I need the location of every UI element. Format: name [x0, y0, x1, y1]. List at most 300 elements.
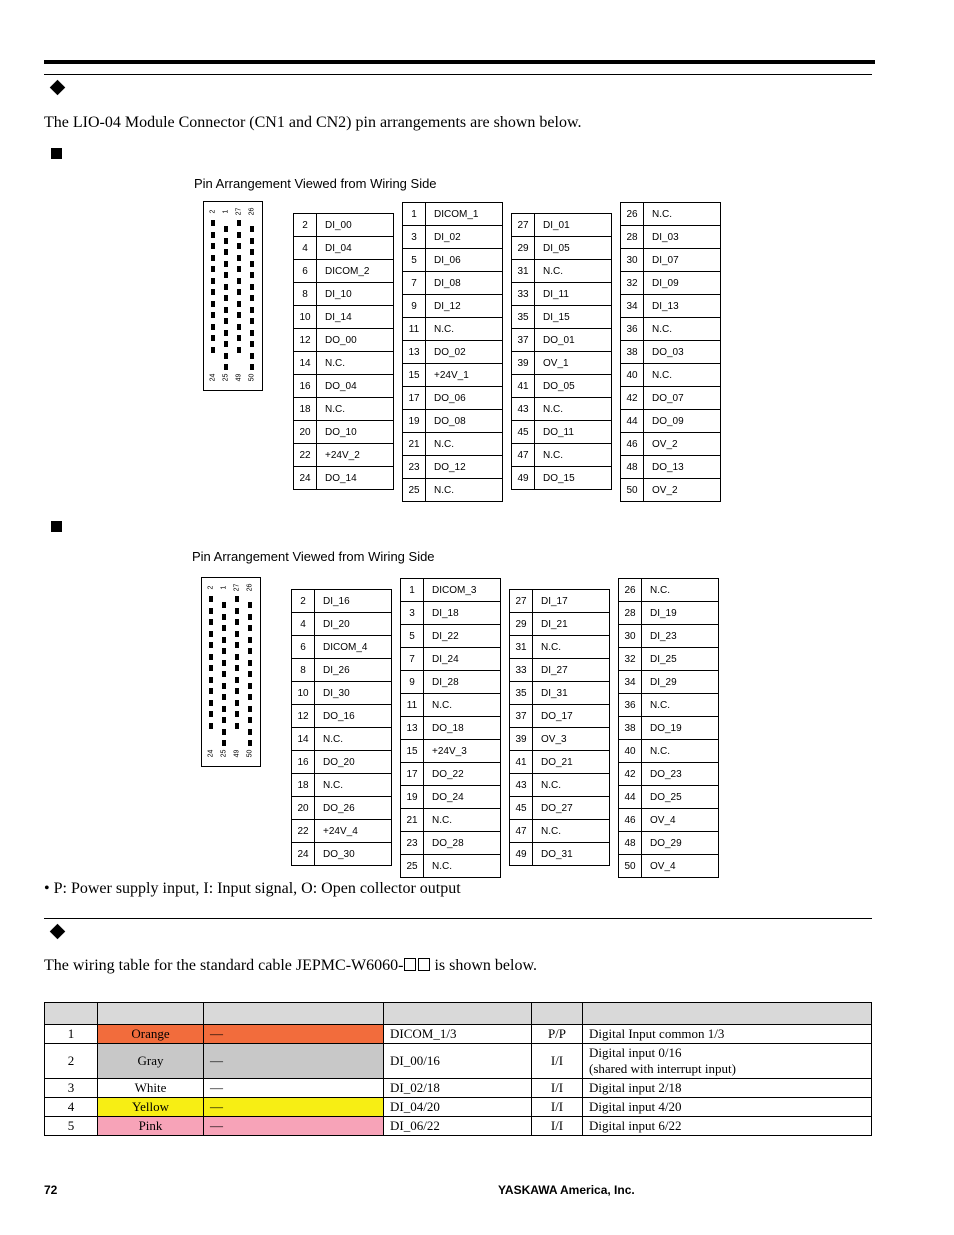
connector-pin [222, 683, 226, 689]
cn2-pin-row [292, 659, 392, 682]
pin-number: 44 [619, 786, 642, 809]
pin-signal: N.C. [424, 855, 501, 878]
cn1-pin-row [294, 329, 394, 352]
pin-signal: DI_17 [533, 590, 610, 613]
pin-signal: DI_31 [533, 682, 610, 705]
pin-signal: DI_05 [535, 237, 612, 260]
pin-number: 20 [292, 797, 315, 820]
wire-io: I/I [532, 1098, 583, 1117]
cn1-pin-row [512, 214, 612, 237]
pin-number: 1 [403, 203, 426, 226]
cn2-pin-row [292, 843, 392, 866]
pin-signal: OV_2 [644, 433, 721, 456]
pin-signal: DI_21 [533, 613, 610, 636]
cn1-pin-row [512, 467, 612, 490]
cn2-pin-row [292, 636, 392, 659]
cn1-pin-row [621, 295, 721, 318]
pin-signal: DO_03 [644, 341, 721, 364]
connector-pin-label: 24 [209, 373, 217, 382]
pin-number: 48 [619, 832, 642, 855]
pin-signal: DI_24 [424, 648, 501, 671]
cn1-pin-row [512, 421, 612, 444]
pin-number: 28 [621, 226, 644, 249]
wire-mark: — [204, 1098, 384, 1117]
pin-signal: DO_08 [426, 410, 503, 433]
pin-signal: DO_01 [535, 329, 612, 352]
pin-signal: N.C. [315, 774, 392, 797]
connector-pin [250, 295, 254, 301]
cn2-pin-row [292, 797, 392, 820]
wiring-intro-prefix: The wiring table for the standard cable JEPMC-W6060- [44, 957, 404, 974]
connector-pin-label: 24 [207, 749, 215, 758]
pin-signal: OV_4 [642, 855, 719, 878]
pin-signal: DI_25 [642, 648, 719, 671]
cn1-pin-row [621, 456, 721, 479]
pin-signal: DI_28 [424, 671, 501, 694]
pin-number: 12 [292, 705, 315, 728]
pin-signal: DO_13 [644, 456, 721, 479]
pin-number: 17 [403, 387, 426, 410]
pin-number: 13 [403, 341, 426, 364]
pin-number: 41 [512, 375, 535, 398]
wire-color: Orange [98, 1025, 204, 1044]
pin-number: 23 [403, 456, 426, 479]
cn2-pin-row [619, 832, 719, 855]
wire-io: I/I [532, 1117, 583, 1136]
pin-signal: N.C. [642, 694, 719, 717]
cn1-pin-row [294, 283, 394, 306]
wire-io: P/P [532, 1025, 583, 1044]
connector-pin [235, 688, 239, 694]
pin-number: 8 [292, 659, 315, 682]
pin-signal: DO_20 [315, 751, 392, 774]
pin-number: 33 [512, 283, 535, 306]
pin-number: 39 [512, 352, 535, 375]
cn2-pin-row [510, 590, 610, 613]
cn2-pin-row [401, 579, 501, 602]
connector-pin [248, 740, 252, 746]
pin-number: 24 [292, 843, 315, 866]
pin-signal: N.C. [533, 636, 610, 659]
pin-signal: N.C. [535, 260, 612, 283]
pin-number: 29 [512, 237, 535, 260]
connector-pin [250, 226, 254, 232]
pin-number: 19 [401, 786, 424, 809]
cn2-pin-row [401, 763, 501, 786]
pin-signal: DO_18 [424, 717, 501, 740]
cn2-pin-row [292, 590, 392, 613]
connector-pin [209, 700, 213, 706]
wire-mark: — [204, 1117, 384, 1136]
section-rule [44, 74, 872, 75]
connector-pin [222, 717, 226, 723]
cn1-pin-row [621, 387, 721, 410]
pin-number: 16 [294, 375, 317, 398]
pin-number: 14 [294, 352, 317, 375]
connector-pin-label: 26 [248, 207, 256, 216]
pin-signal: DI_15 [535, 306, 612, 329]
wire-description: Digital input 2/18 [583, 1079, 872, 1098]
cn2-pin-row [510, 636, 610, 659]
pin-signal: DO_00 [317, 329, 394, 352]
connector-pin [211, 335, 215, 341]
pin-signal: DI_00 [317, 214, 394, 237]
pin-number: 48 [621, 456, 644, 479]
pin-signal: DI_13 [644, 295, 721, 318]
pin-signal: N.C. [424, 694, 501, 717]
pin-number: 30 [619, 625, 642, 648]
connector-pin [211, 347, 215, 353]
connector-pin [209, 654, 213, 660]
cn1-pin-row [294, 421, 394, 444]
cn1-pin-row [294, 237, 394, 260]
cn1-pin-row [512, 352, 612, 375]
pin-signal: DI_07 [644, 249, 721, 272]
cn1-pin-row [621, 249, 721, 272]
wire-mark: — [204, 1079, 384, 1098]
pin-number: 4 [294, 237, 317, 260]
pin-signal: DO_04 [317, 375, 394, 398]
pin-signal: N.C. [317, 352, 394, 375]
pin-signal: +24V_1 [426, 364, 503, 387]
pin-number: 44 [621, 410, 644, 433]
cn2-pin-row [510, 843, 610, 866]
cn1-pin-row [621, 410, 721, 433]
pin-number: 15 [401, 740, 424, 763]
pin-number: 49 [510, 843, 533, 866]
cn2-pin-row [510, 820, 610, 843]
connector-pin [209, 608, 213, 614]
pin-number: 27 [512, 214, 535, 237]
cn1-pin-row [403, 456, 503, 479]
wire-signal: DI_02/18 [384, 1079, 532, 1098]
pin-signal: DO_23 [642, 763, 719, 786]
wire-color: Yellow [98, 1098, 204, 1117]
connector-pin [248, 706, 252, 712]
connector-pin [209, 642, 213, 648]
pin-signal: DO_06 [426, 387, 503, 410]
cn1-pin-row [512, 375, 612, 398]
pin-number: 4 [292, 613, 315, 636]
wiring-table-header [45, 1003, 872, 1025]
wiring-row [45, 1098, 872, 1117]
cn2-pin-row [510, 613, 610, 636]
connector-pin [224, 272, 228, 278]
cn2-pin-table-col3 [509, 589, 610, 866]
pin-number: 18 [292, 774, 315, 797]
pin-signal: DI_18 [424, 602, 501, 625]
pin-number: 22 [292, 820, 315, 843]
cn1-square-icon [51, 148, 62, 159]
pin-signal: DI_03 [644, 226, 721, 249]
connector-pin-label: 1 [222, 209, 230, 214]
pin-number: 23 [401, 832, 424, 855]
pin-signal: DO_25 [642, 786, 719, 809]
pin-number: 25 [401, 855, 424, 878]
wire-signal: DI_04/20 [384, 1098, 532, 1117]
pin-number: 39 [510, 728, 533, 751]
pin-number: 11 [401, 694, 424, 717]
pin-number: 13 [401, 717, 424, 740]
connector-pin [235, 711, 239, 717]
wiring-header-cell [204, 1003, 384, 1025]
connector-pin [222, 694, 226, 700]
connector-pin [224, 353, 228, 359]
connector-pin [250, 249, 254, 255]
cn2-pin-table-col2 [400, 578, 501, 878]
pin-signal: OV_3 [533, 728, 610, 751]
cn1-pin-row [621, 341, 721, 364]
wire-signal: DI_00/16 [384, 1044, 532, 1079]
cn1-pin-row [512, 283, 612, 306]
connector-pin [224, 364, 228, 370]
pin-signal: +24V_3 [424, 740, 501, 763]
pin-signal: DI_12 [426, 295, 503, 318]
pin-number: 42 [621, 387, 644, 410]
pin-number: 32 [619, 648, 642, 671]
pin-signal: OV_4 [642, 809, 719, 832]
cn1-pin-row [294, 352, 394, 375]
pin-signal: DI_01 [535, 214, 612, 237]
cn1-pin-row [512, 444, 612, 467]
connector-pin-label: 2 [207, 585, 215, 590]
cn1-pin-row [403, 203, 503, 226]
cn1-pin-row [512, 237, 612, 260]
connector-pin [248, 602, 252, 608]
pin-number: 21 [401, 809, 424, 832]
cn1-pin-row [621, 272, 721, 295]
connector-pin [235, 700, 239, 706]
cn1-pin-row [294, 214, 394, 237]
pin-signal: DICOM_4 [315, 636, 392, 659]
pin-number: 30 [621, 249, 644, 272]
intro-text: The LIO-04 Module Connector (CN1 and CN2) pin arrangements are shown below. [44, 114, 582, 131]
cn2-pin-row [292, 751, 392, 774]
pin-number: 2 [294, 214, 317, 237]
pin-signal: DO_17 [533, 705, 610, 728]
connector-pin [248, 694, 252, 700]
connector-pin [237, 335, 241, 341]
pin-signal: DI_11 [535, 283, 612, 306]
pin-number: 18 [294, 398, 317, 421]
pin-number: 47 [510, 820, 533, 843]
wiring-header-cell [384, 1003, 532, 1025]
wiring-no: 5 [45, 1117, 98, 1136]
cn2-pin-row [292, 774, 392, 797]
pin-signal: N.C. [317, 398, 394, 421]
pin-number: 2 [292, 590, 315, 613]
wiring-header-cell [532, 1003, 583, 1025]
pin-signal: OV_1 [535, 352, 612, 375]
connector-pin [250, 284, 254, 290]
connector-pin [209, 665, 213, 671]
connector-pin [211, 243, 215, 249]
wiring-row [45, 1117, 872, 1136]
pin-number: 34 [621, 295, 644, 318]
pin-number: 26 [621, 203, 644, 226]
pin-number: 37 [510, 705, 533, 728]
connector-pin [224, 295, 228, 301]
pin-number: 36 [621, 318, 644, 341]
pin-signal: DO_27 [533, 797, 610, 820]
cn2-pin-row [619, 763, 719, 786]
cn1-pin-row [403, 410, 503, 433]
connector-pin [237, 243, 241, 249]
pin-number: 37 [512, 329, 535, 352]
pin-signal: DO_29 [642, 832, 719, 855]
pin-number: 8 [294, 283, 317, 306]
pin-signal: DO_05 [535, 375, 612, 398]
wire-color: White [98, 1079, 204, 1098]
wire-color: Gray [98, 1044, 204, 1079]
wire-signal: DI_06/22 [384, 1117, 532, 1136]
pin-number: 43 [512, 398, 535, 421]
pin-signal: DO_30 [315, 843, 392, 866]
connector-pin [248, 637, 252, 643]
pin-signal: DO_19 [642, 717, 719, 740]
pin-number: 25 [403, 479, 426, 502]
cn2-pin-row [619, 855, 719, 878]
pin-number: 19 [403, 410, 426, 433]
connector-pin [250, 307, 254, 313]
pin-number: 46 [619, 809, 642, 832]
pin-signal: DO_28 [424, 832, 501, 855]
cn2-pin-row [292, 682, 392, 705]
pin-number: 31 [512, 260, 535, 283]
pin-signal: N.C. [426, 479, 503, 502]
cn2-pin-row [510, 682, 610, 705]
connector-pin [250, 330, 254, 336]
pin-signal: DO_02 [426, 341, 503, 364]
cn2-pin-row [619, 717, 719, 740]
connector-pin [209, 688, 213, 694]
cn1-pin-table-col2 [402, 202, 503, 502]
pin-signal: DI_06 [426, 249, 503, 272]
pin-number: 46 [621, 433, 644, 456]
pin-number: 29 [510, 613, 533, 636]
pin-signal: OV_2 [644, 479, 721, 502]
cn1-pin-row [403, 318, 503, 341]
connector-pin [237, 301, 241, 307]
pin-number: 20 [294, 421, 317, 444]
pin-signal: DO_26 [315, 797, 392, 820]
footer-company: YASKAWA America, Inc. [498, 1183, 635, 1197]
connector-pin [222, 602, 226, 608]
cn1-pin-table-col3 [511, 213, 612, 490]
wire-io: I/I [532, 1044, 583, 1079]
connector-pin [222, 671, 226, 677]
pin-signal: DI_04 [317, 237, 394, 260]
connector-pin [248, 717, 252, 723]
connector-pin [250, 272, 254, 278]
cn1-pin-row [512, 306, 612, 329]
connector-pin [235, 723, 239, 729]
connector-pin-label: 2 [209, 209, 217, 214]
connector-pin [237, 312, 241, 318]
pin-signal: N.C. [644, 318, 721, 341]
connector-pin [235, 642, 239, 648]
cn1-caption: Pin Arrangement Viewed from Wiring Side [194, 176, 437, 191]
cn1-pin-row [403, 249, 503, 272]
cn2-pin-row [619, 579, 719, 602]
pin-number: 47 [512, 444, 535, 467]
connector-pin [224, 249, 228, 255]
cn1-pin-row [621, 479, 721, 502]
pin-number: 1 [401, 579, 424, 602]
cn2-pin-row [401, 786, 501, 809]
connector-pin [211, 266, 215, 272]
cn2-pin-row [619, 602, 719, 625]
pin-number: 10 [292, 682, 315, 705]
cn1-pin-row [294, 260, 394, 283]
connector-pin [237, 232, 241, 238]
wire-description: Digital input 0/16 (shared with interrupt input) [583, 1044, 872, 1079]
pin-number: 5 [401, 625, 424, 648]
cn1-pin-row [621, 364, 721, 387]
wiring-header-cell [98, 1003, 204, 1025]
cn1-pin-row [294, 467, 394, 490]
connector-pin [235, 631, 239, 637]
pin-number: 45 [512, 421, 535, 444]
connector-pin [224, 238, 228, 244]
connector-pin [209, 711, 213, 717]
cn1-pin-row [403, 433, 503, 456]
cn1-connector-diagram [203, 201, 263, 391]
pin-signal: DO_15 [535, 467, 612, 490]
cn2-pin-row [619, 809, 719, 832]
pin-signal: DO_16 [315, 705, 392, 728]
pin-signal: N.C. [426, 433, 503, 456]
cn2-pin-row [619, 786, 719, 809]
pin-number: 24 [294, 467, 317, 490]
pin-signal: DI_02 [426, 226, 503, 249]
pin-number: 31 [510, 636, 533, 659]
cn1-pin-row [621, 226, 721, 249]
connector-pin [250, 353, 254, 359]
connector-pin [224, 330, 228, 336]
cn2-pin-row [401, 625, 501, 648]
cn2-pin-row [510, 751, 610, 774]
connector-pin-label: 50 [248, 373, 256, 382]
wire-mark: — [204, 1025, 384, 1044]
connector-pin [211, 220, 215, 226]
pin-number: 49 [512, 467, 535, 490]
connector-pin-label: 50 [246, 749, 254, 758]
connector-pin [224, 284, 228, 290]
page-number: 72 [44, 1183, 58, 1197]
cn2-pin-row [401, 648, 501, 671]
pin-signal: DI_19 [642, 602, 719, 625]
pin-number: 17 [401, 763, 424, 786]
pin-signal: DO_22 [424, 763, 501, 786]
cn1-pin-row [403, 479, 503, 502]
pin-signal: +24V_2 [317, 444, 394, 467]
pin-number: 6 [294, 260, 317, 283]
pin-signal: N.C. [535, 398, 612, 421]
connector-pin-label: 25 [222, 373, 230, 382]
pin-signal: DO_31 [533, 843, 610, 866]
pin-signal: N.C. [642, 579, 719, 602]
cn2-pin-row [510, 728, 610, 751]
pin-number: 3 [403, 226, 426, 249]
wiring-intro-suffix: is shown below. [430, 957, 537, 974]
cn2-pin-row [401, 832, 501, 855]
wiring-row [45, 1044, 872, 1079]
connector-pin [211, 255, 215, 261]
cn1-pin-row [294, 306, 394, 329]
pin-number: 41 [510, 751, 533, 774]
wiring-no: 4 [45, 1098, 98, 1117]
